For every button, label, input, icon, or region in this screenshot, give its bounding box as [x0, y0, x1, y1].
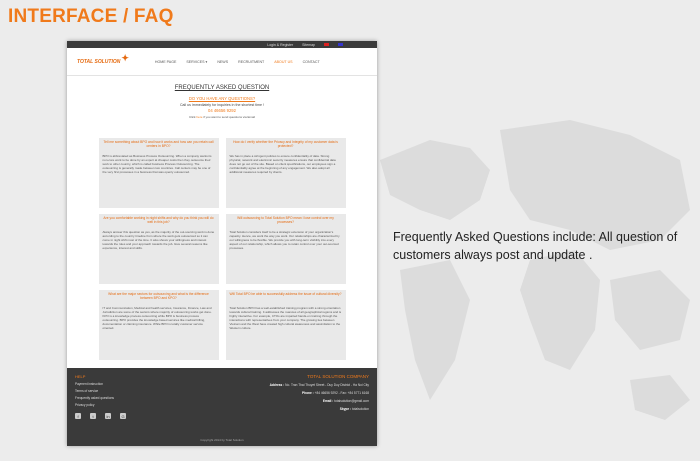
footer-link-privacy[interactable]: Privacy policy [75, 403, 95, 407]
address-label: Address : [269, 383, 285, 387]
email-value[interactable]: totalsolution@gmail.com [334, 399, 369, 403]
company-skype [270, 407, 369, 411]
nav-home[interactable]: HOME PAGE [154, 59, 177, 64]
email-here-link[interactable]: here [196, 115, 203, 119]
site-header [67, 48, 377, 76]
footer-company [270, 374, 369, 411]
facebook-icon[interactable]: f [75, 413, 81, 419]
faq-question[interactable]: What are the major sectors for outsourcing and what is the difference between BPO and KPO? [108, 292, 209, 300]
faq-question[interactable]: Will Total BPO be able to successfully address the issue of cultural diversity? [229, 292, 342, 296]
top-bar [67, 41, 377, 48]
site-footer [67, 368, 377, 446]
nav-contact[interactable]: CONTACT [302, 59, 320, 64]
faq-card [226, 138, 346, 208]
faq-answer: Total Solution BPO has a well-established training program with a strong orientation towards cultural training. It addresses the nuances of all geographical regions and is highly interactive. For example, CTOs are imparted hands-on training through the interactions with representatives from your company. The growing ties between Vietnam and the West have created high cultural awareness and assimilation to the Western culture. [229, 306, 342, 330]
footer-link-terms[interactable]: Terms of service [75, 389, 99, 393]
faq-question[interactable]: Tell me something about BPO and how it works and how can you retain call centers in BPO? [103, 140, 214, 148]
faq-card [226, 290, 346, 360]
logo-figure-icon: ✦ [121, 53, 129, 63]
company-email [270, 399, 369, 403]
login-register-link[interactable]: Login & Register [267, 42, 294, 47]
site-logo[interactable] [77, 53, 129, 65]
faq-question[interactable]: Will outsourcing to Total Solution BPO mean I lose control over my processes? [237, 216, 334, 224]
logo-text: TOTAL SOLUTION [77, 58, 121, 65]
nav-services[interactable] [186, 60, 207, 64]
language-en-flag[interactable] [338, 43, 343, 47]
company-title: TOTAL SOLUTION COMPANY [307, 374, 369, 379]
company-address [270, 383, 369, 387]
skype-value: totalsolution [351, 407, 369, 411]
faq-answer: We has in place a stringent policies to ensure confidentiality of data. Strong physical, network and electronic security measures ensure that confidential data does not go out of the site. Based on client specifications, our employees sign a confidentiality agree at the beginning of any engagement. We also adopt all additional measures required by clients. [229, 154, 336, 174]
sitemap-link[interactable]: Sitemap [302, 42, 315, 47]
social-icons [75, 413, 126, 419]
faq-answer: Always answer this question as yes, as the majority of the out-sourcing work is done according to the country timeline from where the work gets outsourced so it can come in night shift most of the time. It also shows your willingness and interest towards the roles and your approach towards the job. Give several reasons like experience, interest and skills. [102, 230, 215, 250]
twitter-icon[interactable]: t [90, 413, 96, 419]
faq-card [99, 214, 219, 284]
faq-card [99, 290, 219, 360]
linkedin-icon[interactable]: in [106, 413, 110, 419]
skype-label: Skype : [339, 407, 352, 411]
nav-about-us[interactable]: ABOUT US [274, 59, 293, 64]
address-value: No. Tran Thai Thuyet Street - Duy Duy District - Ha Noi City [285, 383, 369, 387]
company-phone [270, 391, 369, 395]
faq-answer: BPO is abbreviated as Business Process Outsourcing. When a company wants its non-core work to be done by an expert at cheaper costs then they outsource their work to other country, which is called business Process Outsourcing. The outsourcing is generally made between two countries. Call centers may be one of the very first processes in a business that was openly outsourced. [102, 154, 212, 174]
email-label: Email : [322, 399, 334, 403]
language-vn-flag[interactable] [324, 43, 329, 47]
world-map-background [360, 100, 700, 460]
call-text: Call us immediately for inquiries in the shortest time ! [179, 103, 265, 107]
main-nav [155, 60, 320, 64]
google-plus-icon[interactable]: G [121, 413, 125, 419]
chevron-down-icon: ▾ [205, 59, 208, 64]
faq-subtitle: DO YOU HAVE ANY QUESTIONS? [188, 96, 256, 101]
email-hint [67, 115, 377, 119]
faq-answer: IT and Communication, Medical and health services, Insurance, Finance, Law and Jurisdiction are some of the sectors where majority of outsourcing works get done. KPO is a knowledge process outsourcing while BPO is business process outsourcing. BPO provides the knowledge based services like medical billing, documentation or claiming insurance. While BPO is totally customer service oriented. [102, 306, 212, 330]
click-suffix: if you want to send questions via Email [203, 115, 255, 119]
faq-question[interactable]: Are you comfortable working in night shifts and why do you think you will do well in this job? [103, 216, 214, 224]
help-title: HELP [75, 374, 86, 379]
nav-recruitment[interactable]: RECRUITMENT [238, 59, 265, 64]
copyright: Copyright 2014 by Total Solution [200, 438, 244, 442]
faq-grid [67, 138, 377, 360]
nav-news[interactable]: NEWS [217, 59, 229, 64]
click-prefix: Click [189, 115, 196, 119]
footer-help [75, 374, 126, 419]
faq-card [226, 214, 346, 284]
faq-card [99, 138, 219, 208]
caption-text: Frequently Asked Questions include: All question of customers always post and update . [393, 230, 678, 262]
page-heading: INTERFACE / FAQ [8, 6, 174, 27]
faq-answer: Total Solution considers itself to be a strategic extension of your organization's capacity. Hence, we work the way you work. Our relationships are characterized by our willingness to be flexible. We provide you with long-term visibility into every aspect of our relationship, which allows you to retain control over your out-sourced processes. [229, 230, 340, 250]
faq-question[interactable]: How do I verify whether the Privacy and Integrity of my customer data is protected? [233, 140, 338, 148]
nav-services-label: SERVICES [186, 59, 205, 64]
website-screenshot [67, 41, 377, 446]
faq-title: FREQUENTLY ASKED QUESTION [174, 85, 270, 91]
footer-link-faq[interactable]: Frequently asked questions [75, 396, 114, 400]
phone-value: +84 46656 9292 - Fax: +84 5771 6168 [314, 391, 369, 395]
hotline-number: 04 46656 9292 [208, 108, 236, 113]
footer-link-payment[interactable]: Payment instruction [75, 382, 103, 386]
faq-intro [67, 76, 377, 138]
phone-label: Phone : [302, 391, 314, 395]
